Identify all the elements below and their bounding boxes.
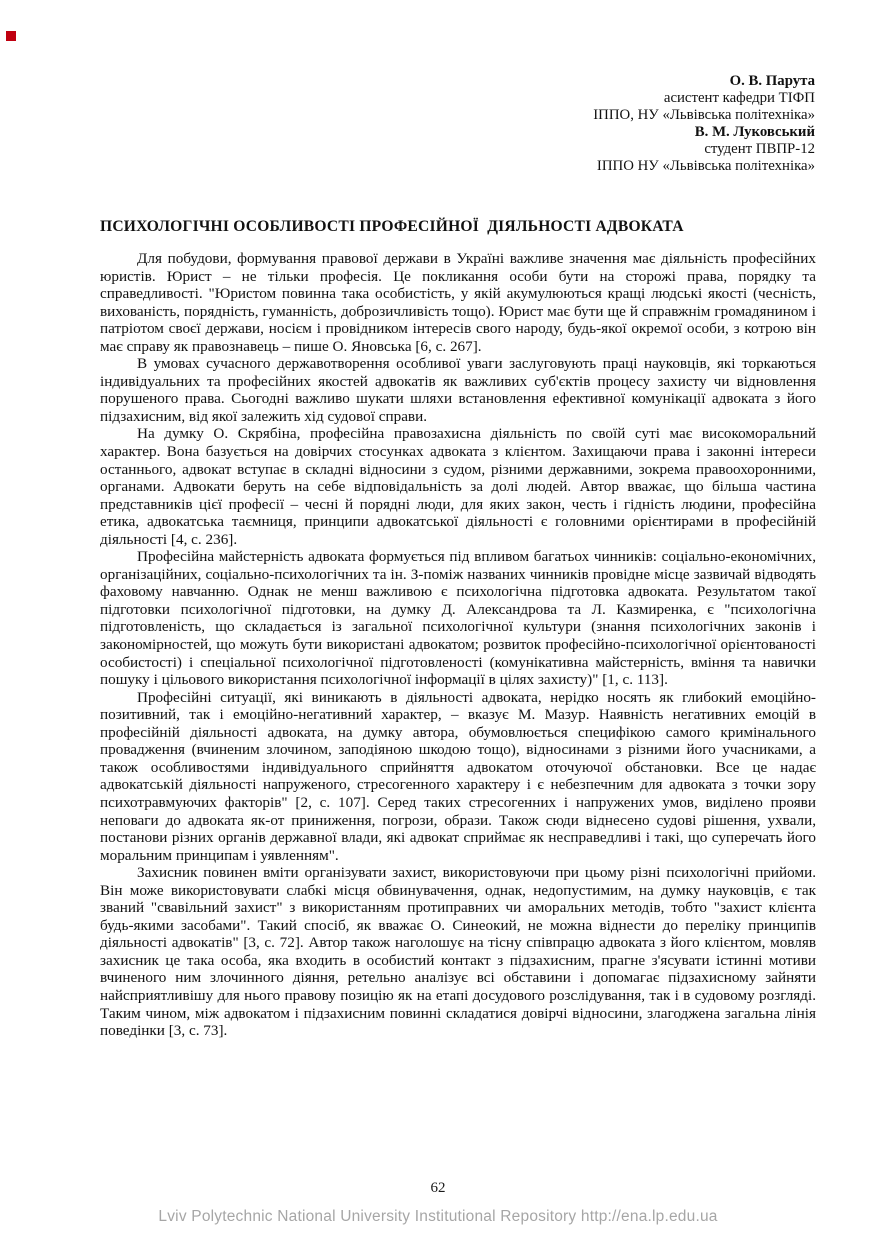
author-role: студент ПВПР-12 (704, 141, 815, 157)
repository-footer: Lviv Polytechnic National University Institutional Repository http://ena.lp.edu.ua (158, 1208, 718, 1225)
paragraph: Для побудови, формування правової держави в Україні важливе значення має діяльність професійних юристів. Юрист – не тільки професія. Це покликання особи бути на сторожі права, порядку та справедливості. "Юристом повинна така особистість, у якій акумулюються кращі людські якості (чесність, вихованість, порядність, гуманність, доброзичливість тощо). Юрист має бути ще й справжнім громадянином і патріотом своєї держави, носієм і провідником інтересів свого народу, будь-якої окремої особи, з котрою він має справу як правознавець – пише О. Яновська [6, с. 267]. (100, 250, 816, 355)
paragraph: Професійні ситуації, які виникають в діяльності адвоката, нерідко носять як глибокий емоційно-позитивний, так і емоційно-негативний характер, – вказує М. Мазур. Наявність негативних емоцій в професійній діяльності адвоката, на думку автора, обумовлюється специфікою самого кримінального провадження (вчиненим злочином, заподіяною шкодою тощо), відносинами з різними його учасниками, а також особливостями індивідуального сприйняття адвокатом оточуючої обстановки. Все це надає адвокатській діяльності напруженого, стресогенного характеру і є небезпечним для адвоката з точки зору психотравмуючих факторів" [2, с. 107]. Серед таких стресогенних і напружених умов, виділено прояви неповаги до адвоката як-от приниження, погрози, образи. Також сюди віднесено судові рішення, ухвали, постанови різних органів державної влади, які адвокат сприймає як несправедливі і такі, що суперечать його моральним принципам і уявленням". (100, 688, 816, 864)
paragraph: Професійна майстерність адвоката формується під впливом багатьох чинників: соціально-економічних, організаційних, соціально-психологічних та ін. З-поміж названих чинників провідне місце зазвичай відводять фаховому навчанню. Однак не менш важливою є психологічна підготовка адвоката. Результатом такої підготовки психологічної підготовки, на думку Д. Александрова та Л. Казмиренка, є "психологічна підготовленість, що складається із загальної психологічної культури (знання психологічних законів і закономірностей, що можуть бути використані адвокатом; розвиток професійно-психологічної орієнтованості особистості) і спеціальної психологічної підготовленості (комунікативна майстерність, вміння та навички пошуку і цільового використання психологічної інформації в цілях захисту)" [1, с. 113]. (100, 548, 816, 689)
author-affiliation: ІППО, НУ «Львівська політехніка» (593, 107, 815, 123)
author-affiliation: ІППО НУ «Львівська політехніка» (596, 158, 815, 174)
page-number: 62 (430, 1180, 446, 1196)
paper-body (100, 250, 816, 1040)
paper-title: ПСИХОЛОГІЧНІ ОСОБЛИВОСТІ ПРОФЕСІЙНОЇ ДІЯЛЬНОСТІ АДВОКАТА (100, 218, 684, 235)
author-name: О. В. Парута (729, 73, 815, 89)
author-block (593, 73, 815, 175)
red-marker (6, 31, 16, 41)
author-role: асистент кафедри ТІФП (663, 90, 815, 106)
paragraph: В умовах сучасного державотворення особливої уваги заслуговують праці науковців, які торкаються індивідуальних та професійних якостей адвокатів як важливих суб'єктів процесу захисту чи відновлення порушеного права. Сьогодні важливо шукати шляхи встановлення ефективної комунікації адвоката з його підзахисним, від якої залежить хід судової справи. (100, 355, 816, 425)
paragraph: На думку О. Скрябіна, професійна правозахисна діяльність по своїй суті має високоморальний характер. Вона базується на довірчих стосунках адвоката з клієнтом. Захищаючи права і законні інтереси останнього, адвокат вступає в складні відносини з судом, різними державними, зокрема правоохоронними, органами. Адвокати беруть на себе відповідальність за долі людей. Автор вважає, що більша частина представників цієї професії – чесні й порядні люди, для яких закон, честь і гідність людини, професійна етика, адвокатська таємниця, принципи адвокатської діяльності є головними орієнтирами в професійній діяльності [4, с. 236]. (100, 425, 816, 548)
paragraph: Захисник повинен вміти організувати захист, використовуючи при цьому різні психологічні прийоми. Він може використовувати слабкі місця обвинувачення, однак, недопустимим, на думку науковців, є так званий "свавільний захист" з використанням протиправних чи аморальних методів, тобто "захист клієнта будь-якими засобами". Такий спосіб, як вважає О. Синеокий, не можна віднести до переліку принципів діяльності адвокатів" [3, с. 72]. Автор також наголошує на тісну співпрацю адвоката з його клієнтом, мовляв захисник це така особа, яка входить в особистий контакт з підзахисним, прагне з'ясувати істинні мотиви вчиненого ним злочинного діяння, ретельно аналізує всі обставини і допомагає підзахисному зайняти найсприятливішу для нього правову позицію як на етапі досудового розслідування, так і в судовому розгляді. Таким чином, між адвокатом і підзахисним повинні складатися довірчі відносини, злагоджена загальна лінія поведінки [3, с. 73]. (100, 864, 816, 1040)
author-name: В. М. Луковський (694, 124, 815, 140)
